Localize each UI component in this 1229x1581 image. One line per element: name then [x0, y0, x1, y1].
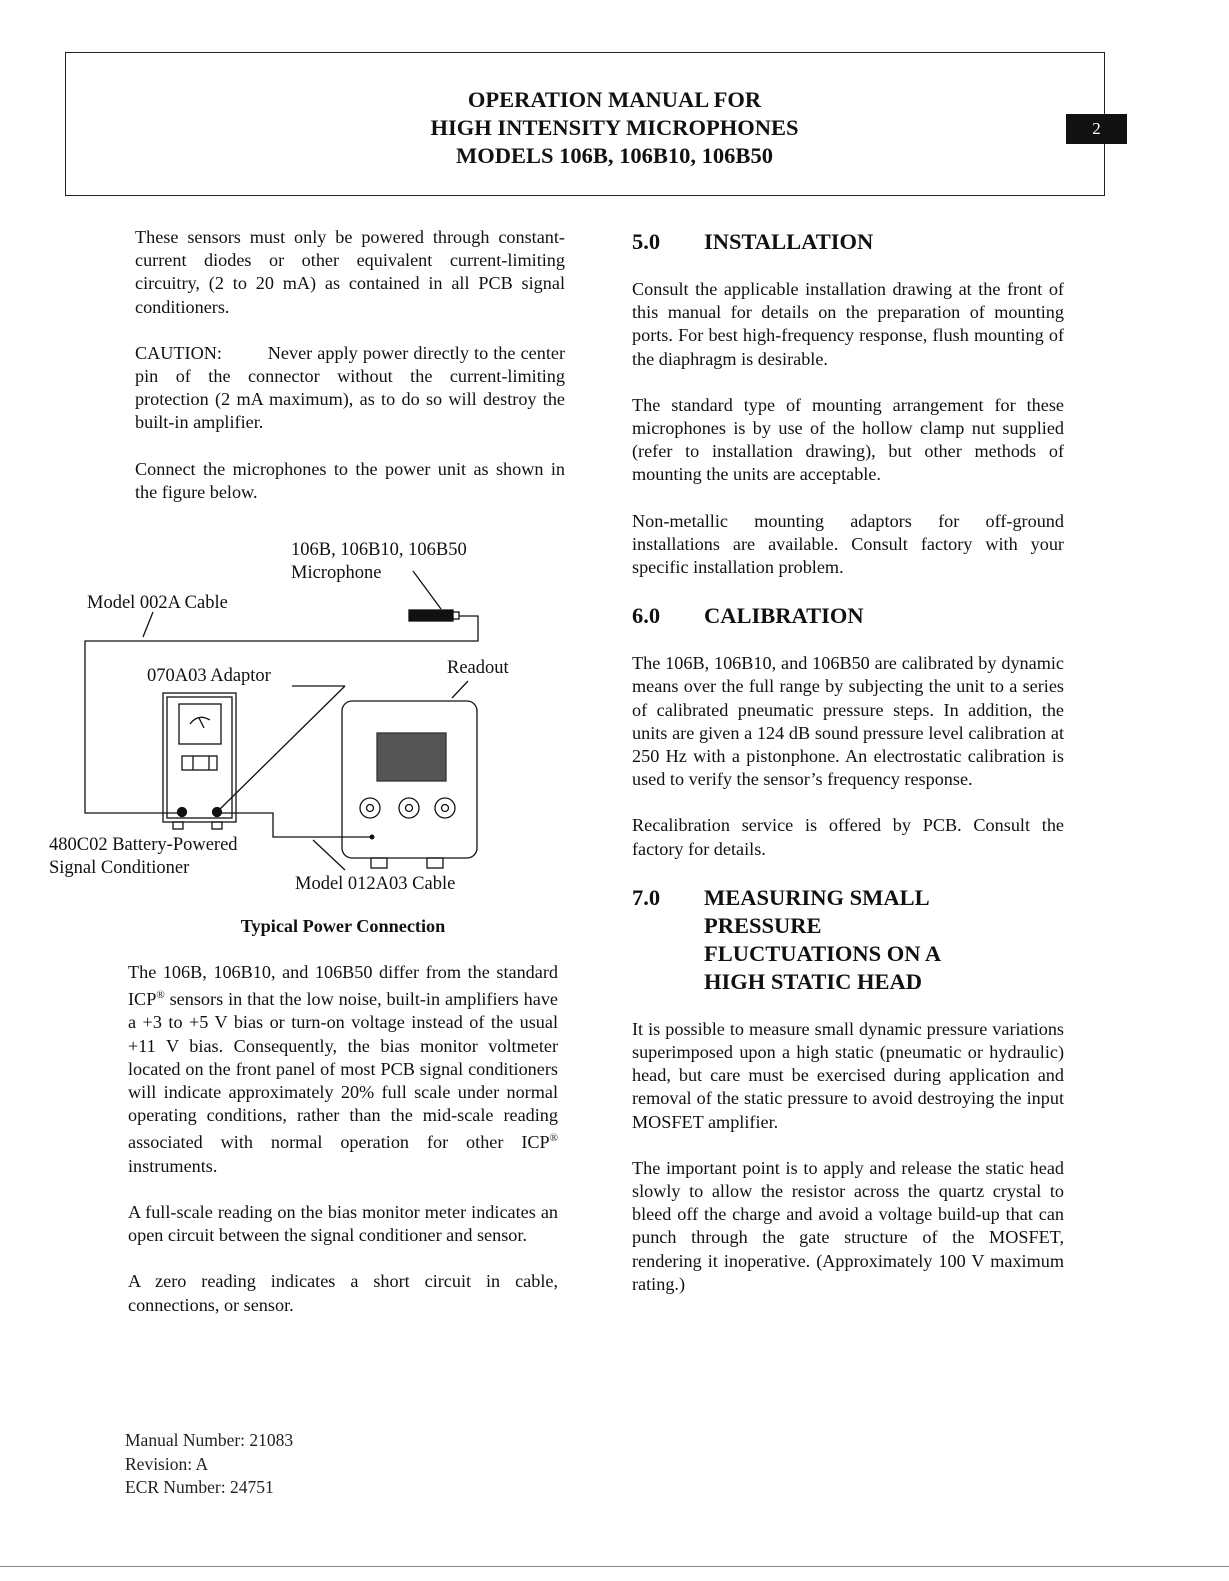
paragraph-power-requirements: These sensors must only be powered through constant-current diodes or other equivalent current-limiting circuitry, (2 to 20 mA) as contained in all PCB signal conditioners. — [135, 227, 565, 317]
bias-text-2: sensors in that the low noise, built-in amplifiers have a +3 to +5 V bias or turn-on voltage instead of the usual +11 V bias. Consequently, the bias monitor voltmeter located on the front panel of most PCB signal conditioners will indicate approximately 20% full scale under normal operating conditions, rather than the mid-scale reading associated with normal operation for other ICP — [128, 989, 558, 1153]
title-line-1: OPERATION MANUAL FOR — [467, 87, 762, 112]
title-line-3: MODELS 106B, 106B10, 106B50 — [456, 143, 773, 168]
registered-mark: ® — [156, 989, 165, 1002]
bias-text-1: The 106B, 106B10, and 106B50 differ from the standard ICP — [128, 962, 558, 1010]
microphone-label-line1: 106B, 106B10, 106B50 — [291, 540, 467, 560]
left-column-bias — [128, 961, 558, 1340]
section-heading-measuring — [632, 884, 962, 996]
registered-mark: ® — [549, 1132, 558, 1145]
section-number: 5.0 — [632, 229, 661, 254]
paragraph: Recalibration service is offered by PCB. Consult the factory for details. — [632, 815, 1064, 859]
paragraph-full-scale: A full-scale reading on the bias monitor meter indicates an open circuit between the signal conditioner and sensor. — [128, 1201, 558, 1246]
paragraph-bias — [128, 961, 558, 1178]
paragraph: The important point is to apply and release the static head slowly to allow the resistor across the quartz crystal to bleed off the charge and avoid a voltage build-up that can punch through the gate structure of the MOSFET, rendering it inoperative. (Approximately 100 V maximum rating.) — [632, 1157, 1064, 1294]
paragraph-connect: Connect the microphones to the power unit as shown in the figure below. — [135, 458, 565, 502]
paragraph: The 106B, 106B10, and 106B50 are calibrated by dynamic means over the full range by subjecting the unit to a series of calibrated pneumatic pressure steps. In addition, the units are given a 124 dB sound pressure level calibration at 250 Hz with a pistonphone. An electrostatic calibration is used to verify the sensor’s frequency response. — [632, 653, 1064, 790]
right-column — [632, 228, 1064, 1319]
signal-conditioner-icon — [163, 693, 236, 822]
section-heading-calibration — [632, 602, 1064, 630]
paragraph-zero-reading: A zero reading indicates a short circuit in cable, connections, or sensor. — [128, 1271, 558, 1315]
section-number: 6.0 — [632, 603, 661, 629]
readout-label: Readout — [447, 658, 509, 678]
manual-number: Manual Number: 21083 — [125, 1430, 294, 1450]
page-bottom-edge — [0, 1566, 1229, 1567]
microphone-icon — [409, 610, 453, 621]
paragraph: Consult the applicable installation drawing at the front of this manual for details on the preparation of mounting ports. For best high-frequency response, flush mounting of the diaphragm is desirable. — [632, 279, 1064, 369]
revision: Revision: A — [125, 1453, 209, 1474]
conditioner-label-line1: 480C02 Battery-Powered — [49, 835, 238, 855]
figure-caption: Typical Power Connection — [240, 916, 446, 936]
paragraph: It is possible to measure small dynamic pressure variations superimposed upon a high static (pneumatic or hydraulic) head, but care must be exercised during application and removal of the static pressure to avoid destroying the input MOSFET amplifier. — [632, 1018, 1064, 1132]
page-number-tab: 2 — [1066, 114, 1127, 144]
section-title: INSTALLATION — [704, 229, 874, 254]
cable-012a03-label: Model 012A03 Cable — [295, 874, 456, 894]
conditioner-label-line2: Signal Conditioner — [49, 858, 190, 878]
bias-text-3: instruments. — [128, 1155, 218, 1176]
paragraph-caution: CAUTION: Never apply power directly to the center pin of the connector without the current-limiting protection (2 mA maximum), as to do so will destroy the built-in amplifier. — [135, 342, 565, 433]
paragraph: Non-metallic mounting adaptors for off-ground installations are available. Consult factory with your specific installation problem. — [632, 510, 1064, 578]
section-number: 7.0 — [632, 884, 661, 910]
adaptor-label: 070A03 Adaptor — [147, 666, 271, 686]
microphone-label-line2: Microphone — [291, 563, 382, 583]
cable-002a-label: Model 002A Cable — [87, 593, 228, 613]
paragraph: The standard type of mounting arrangement for these microphones is by use of the hollow clamp nut supplied (refer to installation drawing), but other methods of mounting the units are acceptable. — [632, 394, 1064, 485]
title-line-2: HIGH INTENSITY MICROPHONES — [430, 115, 799, 140]
document-footer — [125, 1429, 293, 1500]
ecr-number: ECR Number: 24751 — [125, 1477, 274, 1497]
section-title: CALIBRATION — [704, 603, 864, 629]
section-title: MEASURING SMALL PRESSURE FLUCTUATIONS ON A HIGH STATIC HEAD — [704, 884, 940, 994]
section-heading-installation — [632, 228, 1064, 256]
